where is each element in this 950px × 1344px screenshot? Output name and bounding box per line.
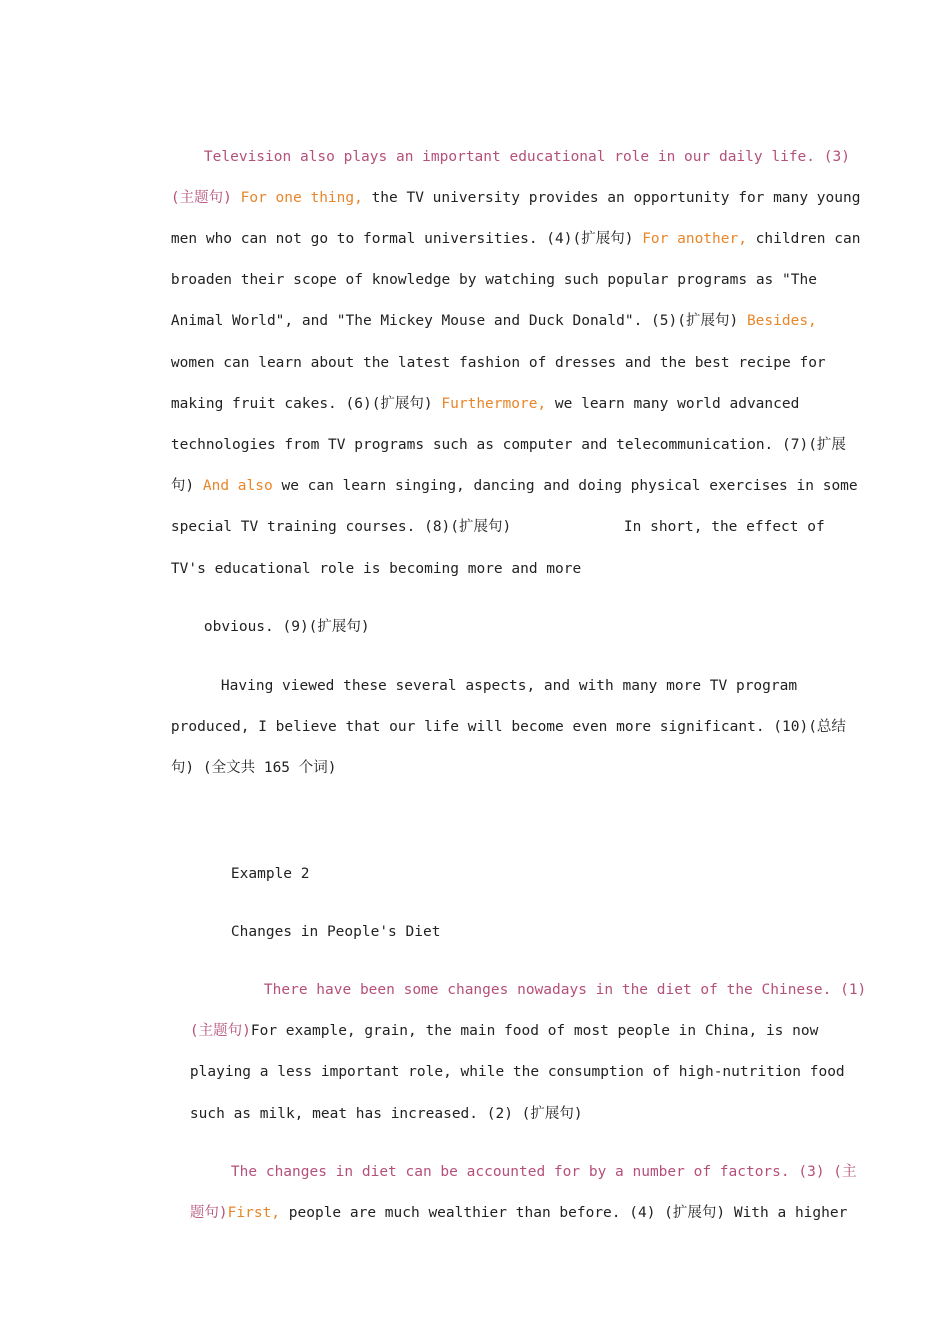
body-text: In short, the effect of: [623, 519, 825, 535]
topic-sentence-tag: 题句): [189, 1205, 228, 1221]
body-text: Having viewed these several aspects, and with many more TV program: [220, 678, 798, 694]
p1-line-11: [136, 539, 582, 577]
p1-line-6: [136, 333, 826, 371]
p1-line-10b: [589, 497, 825, 535]
body-text: broaden their scope of knowledge by watching such popular programs as "The: [170, 272, 817, 288]
body-text: technologies from TV programs such as computer and telecommunication. (7)(扩展: [170, 437, 846, 453]
p2-line-1: [186, 656, 798, 694]
body-text: making fruit cakes. (6)(扩展句): [170, 396, 442, 412]
ex-p1-line-4: [155, 1084, 583, 1122]
p1-line-4: [136, 250, 817, 288]
topic-sentence-tag: (主题句): [170, 190, 232, 206]
topic-sentence: The changes in diet can be accounted for by a number of factors. (3) (主: [230, 1164, 857, 1180]
body-text: such as milk, meat has increased. (2) (扩展句): [189, 1106, 583, 1122]
example-label-text: Example 2: [230, 866, 310, 882]
body-text: TV's educational role is becoming more and more: [170, 561, 582, 577]
body-text: playing a less important role, while the consumption of high-nutrition food: [189, 1064, 845, 1080]
body-text: Animal World", and "The Mickey Mouse and Duck Donald". (5)(扩展句): [170, 313, 747, 329]
body-text: the TV university provides an opportunity for many young: [362, 190, 861, 206]
body-text: produced, I believe that our life will become even more significant. (10)(总结: [170, 719, 846, 735]
p1-line-5: [136, 291, 817, 329]
p1-line-9: [136, 456, 858, 494]
topic-sentence-tag: (主题句): [189, 1023, 251, 1039]
body-text: we learn many world advanced: [546, 396, 800, 412]
p1-line-7: [136, 374, 800, 412]
body-text: For example, grain, the main food of most people in China, is now: [250, 1023, 819, 1039]
p1-line-10a: [136, 497, 512, 535]
p2-line-2: [136, 697, 846, 735]
body-text: men who can not go to formal universities. (4)(扩展句): [170, 231, 643, 247]
body-text: 句) (全文共 165 个词): [170, 760, 337, 776]
ex-p2-line-2: [155, 1183, 848, 1221]
transition-phrase: For another,: [642, 231, 747, 247]
example-title: [196, 902, 441, 940]
topic-sentence: Television also plays an important educational role in our daily life. (3): [203, 149, 850, 165]
ex-p1-line-3: [155, 1042, 845, 1080]
ex-p1-line-2: [155, 1001, 819, 1039]
transition-phrase: And also: [202, 478, 273, 494]
p1-line-1: [169, 127, 850, 165]
transition-phrase: First,: [227, 1205, 281, 1221]
p1-line-3: [136, 209, 861, 247]
body-text: women can learn about the latest fashion of dresses and the best recipe for: [170, 355, 826, 371]
transition-phrase: For one thing,: [231, 190, 363, 206]
body-text: obvious. (9)(扩展句): [203, 619, 370, 635]
body-text: 句): [170, 478, 203, 494]
transition-phrase: Besides,: [746, 313, 817, 329]
body-text: people are much wealthier than before. (4) (扩展句) With a higher: [280, 1205, 848, 1221]
p1-line-2: [136, 168, 861, 206]
body-text: special TV training courses. (8)(扩展句): [170, 519, 512, 535]
body-text: we can learn singing, dancing and doing physical exercises in some: [272, 478, 858, 494]
example-title-text: Changes in People's Diet: [230, 924, 441, 940]
p1-line-8: [136, 415, 846, 453]
p2-line-3: [136, 738, 337, 776]
topic-sentence: There have been some changes nowadays in the diet of the Chinese. (1): [263, 982, 867, 998]
transition-phrase: Furthermore,: [441, 396, 547, 412]
example-label: [196, 844, 310, 882]
ex-p2-line-1: [196, 1142, 857, 1180]
p1-line-12: [169, 597, 370, 635]
body-text: children can: [746, 231, 861, 247]
ex-p1-line-1: [229, 960, 867, 998]
